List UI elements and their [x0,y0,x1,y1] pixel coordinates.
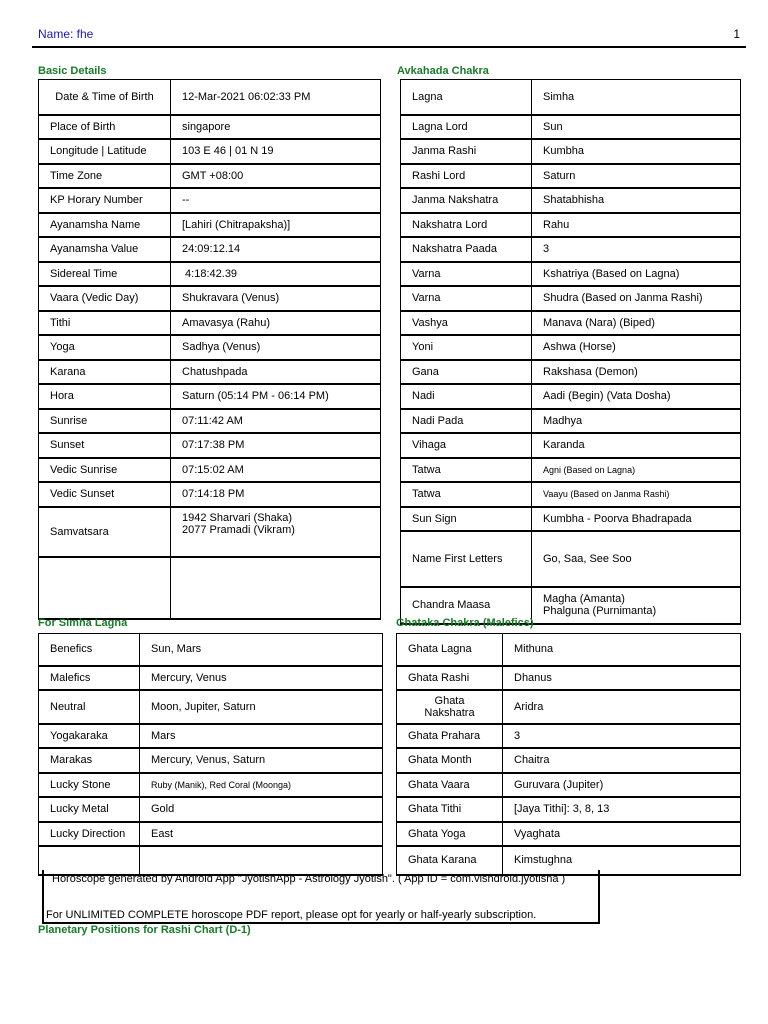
ghata-nakshatra-line2: Nakshatra [424,706,475,719]
basic-value: Amavasya (Rahu) [171,311,381,335]
ghataka-value: 3 [503,724,741,748]
avkahada-key: Sun Sign [401,507,532,531]
ghataka-value: [Jaya Tithi]: 3, 8, 13 [503,797,741,822]
basic-value: [Lahiri (Chitrapaksha)] [171,213,381,237]
basic-value: 07:15:02 AM [171,458,381,482]
simha-key: Lucky Direction [39,822,140,846]
avkahada-key: Lagna Lord [401,115,532,139]
ghataka-value: Vyaghata [503,822,741,846]
ghataka-key: Ghata Lagna [397,634,503,666]
simha-key: Marakas [39,748,140,773]
ghataka-key: Ghata Month [397,748,503,773]
avkahada-key: Chandra Maasa [401,587,532,624]
basic-key: Ayanamsha Value [39,237,171,262]
basic-details-title: Basic Details [38,65,107,77]
avkahada-key: Janma Rashi [401,139,532,164]
avkahada-key: Nakshatra Lord [401,213,532,237]
avkahada-key: Varna [401,286,532,311]
basic-key: Vedic Sunset [39,482,171,507]
basic-key: Date & Time of Birth [39,80,171,115]
simha-value: East [140,822,383,846]
basic-key: Sunset [39,433,171,458]
avkahada-key: Gana [401,360,532,384]
ghataka-value: Dhanus [503,666,741,690]
avkahada-value: Aadi (Begin) (Vata Dosha) [532,384,741,409]
basic-key: Sidereal Time [39,262,171,286]
header-rule [32,46,746,48]
ghataka-key: Ghata Prahara [397,724,503,748]
ghataka-title: Ghataka Chakra (Malefics) [396,617,534,629]
avkahada-value: Kshatriya (Based on Lagna) [532,262,741,286]
ghataka-key: Ghata Vaara [397,773,503,797]
simha-value: Moon, Jupiter, Saturn [140,690,383,724]
basic-key: Tithi [39,311,171,335]
basic-key: Time Zone [39,164,171,188]
simha-value: Gold [140,797,383,822]
chandra-maasa-purnimanta: Phalguna (Purnimanta) [543,605,657,617]
ghataka-key: Ghata Tithi [397,797,503,822]
basic-value: singapore [171,115,381,139]
ghataka-value: Kimstughna [503,846,741,875]
samvatsara-shaka: 1942 Sharvari (Shaka) [182,511,293,524]
ghataka-key [397,690,503,724]
basic-value: 4:18:42.39 [171,262,381,286]
basic-value: Chatushpada [171,360,381,384]
basic-value [171,507,381,557]
avkahada-key: Vashya [401,311,532,335]
basic-value: -- [171,188,381,213]
avkahada-key: Rashi Lord [401,164,532,188]
avkahada-value [532,587,741,624]
basic-key: Yoga [39,335,171,360]
avkahada-value: Kumbha [532,139,741,164]
ghataka-value: Aridra [503,690,741,724]
simha-value: Ruby (Manik), Red Coral (Moonga) [140,773,383,797]
basic-value: Shukravara (Venus) [171,286,381,311]
avkahada-key: Name First Letters [401,531,532,587]
planetary-positions-title: Planetary Positions for Rashi Chart (D-1) [38,924,251,936]
avkahada-value: Saturn [532,164,741,188]
avkahada-value: Madhya [532,409,741,433]
simha-value: Mercury, Venus, Saturn [140,748,383,773]
basic-key: Place of Birth [39,115,171,139]
basic-empty-value [171,557,381,619]
basic-key: Karana [39,360,171,384]
avkahada-title: Avkahada Chakra [397,65,489,77]
avkahada-value: Kumbha - Poorva Bhadrapada [532,507,741,531]
avkahada-table [400,79,741,625]
avkahada-value: Vaayu (Based on Janma Rashi) [532,482,741,507]
simha-key: Lucky Stone [39,773,140,797]
avkahada-value: Sun [532,115,741,139]
simha-value: Mars [140,724,383,748]
avkahada-key: Vihaga [401,433,532,458]
basic-key: Sunrise [39,409,171,433]
simha-lagna-table [38,633,383,876]
basic-value: 24:09:12.14 [171,237,381,262]
basic-details-table [38,79,381,620]
basic-key: Longitude | Latitude [39,139,171,164]
basic-empty-key [39,557,171,619]
avkahada-key: Nakshatra Paada [401,237,532,262]
basic-value: 12-Mar-2021 06:02:33 PM [171,80,381,115]
avkahada-value: Shudra (Based on Janma Rashi) [532,286,741,311]
basic-value: Saturn (05:14 PM - 06:14 PM) [171,384,381,409]
simha-value: Sun, Mars [140,634,383,666]
ghataka-value: Chaitra [503,748,741,773]
avkahada-key: Tatwa [401,458,532,482]
avkahada-key: Varna [401,262,532,286]
simha-key: Benefics [39,634,140,666]
simha-key: Neutral [39,690,140,724]
avkahada-value: Simha [532,80,741,115]
simha-key: Malefics [39,666,140,690]
avkahada-value: Manava (Nara) (Biped) [532,311,741,335]
ghataka-key: Ghata Rashi [397,666,503,690]
avkahada-value: Agni (Based on Lagna) [532,458,741,482]
avkahada-key: Nadi [401,384,532,409]
ghataka-value: Mithuna [503,634,741,666]
ghataka-key: Ghata Karana [397,846,503,875]
avkahada-key: Nadi Pada [401,409,532,433]
avkahada-key: Tatwa [401,482,532,507]
samvatsara-vikram: 2077 Pramadi (Vikram) [182,523,295,536]
basic-value: 07:11:42 AM [171,409,381,433]
avkahada-value: Ashwa (Horse) [532,335,741,360]
basic-key: Ayanamsha Name [39,213,171,237]
simha-lagna-title: For Simha Lagna [38,617,128,629]
basic-value: 07:14:18 PM [171,482,381,507]
app-notice-line1: Horoscope generated by Android App "JyotishApp - Astrology Jyotish". ( App ID = com.vishdroid.jyotisha ) [52,873,566,885]
basic-key: Samvatsara [39,507,171,557]
basic-value: Sadhya (Venus) [171,335,381,360]
avkahada-value: Karanda [532,433,741,458]
chandra-maasa-amanta: Magha (Amanta) [543,593,625,605]
basic-value: 07:17:38 PM [171,433,381,458]
app-notice-line2: For UNLIMITED COMPLETE horoscope PDF report, please opt for yearly or half-yearly subscription. [46,909,537,921]
ghata-nakshatra-line1: Ghata [434,694,465,707]
avkahada-value: 3 [532,237,741,262]
avkahada-key: Janma Nakshatra [401,188,532,213]
basic-key: Hora [39,384,171,409]
simha-key: Lucky Metal [39,797,140,822]
ghataka-table [396,633,741,876]
basic-key: Vedic Sunrise [39,458,171,482]
app-notice-box [42,870,600,924]
basic-key: KP Horary Number [39,188,171,213]
simha-value: Mercury, Venus [140,666,383,690]
basic-key: Vaara (Vedic Day) [39,286,171,311]
simha-key: Yogakaraka [39,724,140,748]
ghataka-key: Ghata Yoga [397,822,503,846]
avkahada-key: Yoni [401,335,532,360]
basic-value: 103 E 46 | 01 N 19 [171,139,381,164]
header-name: Name: fhe [38,27,94,41]
avkahada-value: Shatabhisha [532,188,741,213]
basic-value: GMT +08:00 [171,164,381,188]
avkahada-value: Rahu [532,213,741,237]
avkahada-value: Go, Saa, See Soo [532,531,741,587]
page-number: 1 [733,27,740,41]
avkahada-value: Rakshasa (Demon) [532,360,741,384]
avkahada-key: Lagna [401,80,532,115]
ghataka-value: Guruvara (Jupiter) [503,773,741,797]
